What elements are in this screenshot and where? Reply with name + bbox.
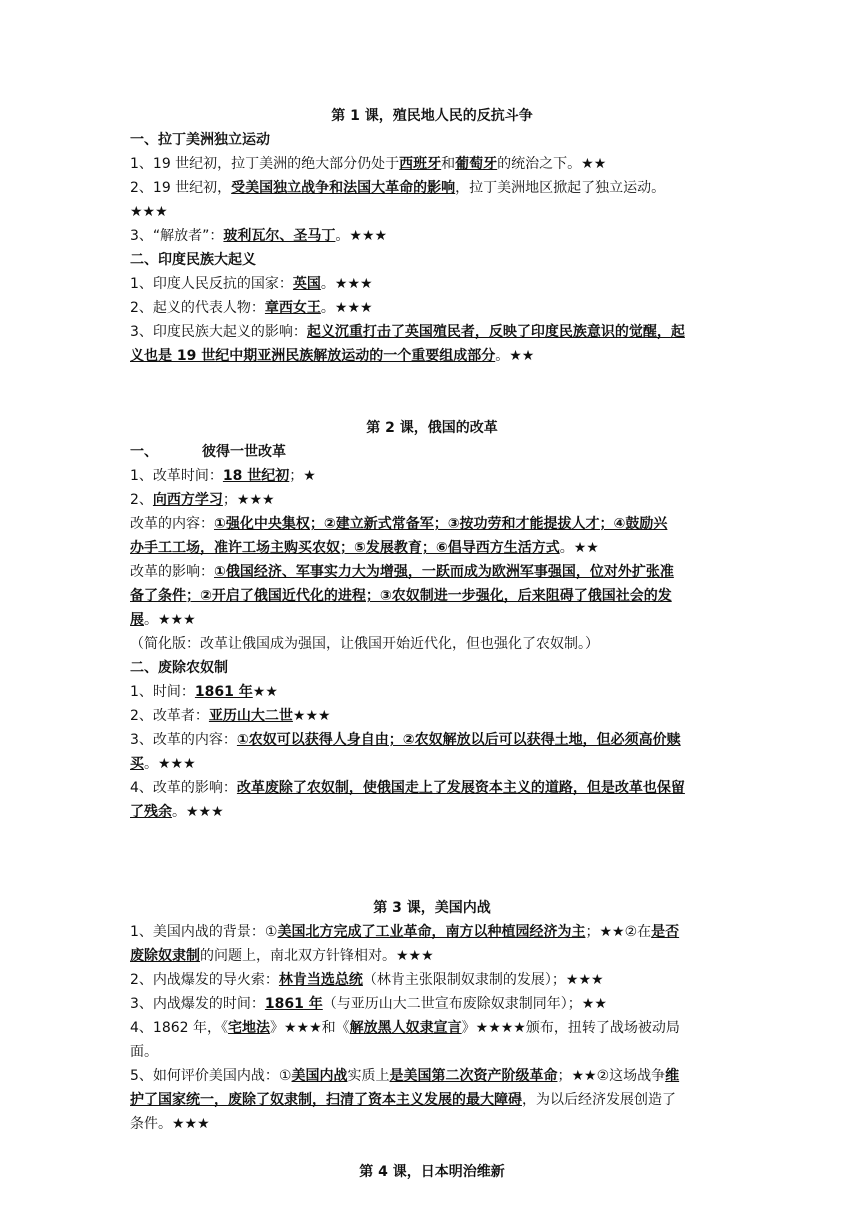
text: 。★★★ [320,276,373,292]
key-term: 起义沉重打击了英国殖民者，反映了印度民族意识的觉醒，起 [306,324,685,340]
key-term: 美国内战 [291,1068,348,1084]
l2-content [130,512,734,536]
text: 》★★★和《 [270,1020,350,1036]
l1-q-2 [130,296,734,320]
l2-simplified: （简化版：改革让俄国成为强国，让俄国开始近代化，但也强化了农奴制。） [130,636,599,652]
text: 1、改革时间： [130,468,223,484]
text: 。★★★ [144,756,196,772]
l1-q-1 [130,272,734,296]
text: ；★★②这场战争 [557,1068,666,1084]
key-term: 废除奴隶制 [130,948,200,964]
l3-item-4 [130,1016,734,1040]
text: 4、改革的影响： [130,780,237,796]
lesson-4-title: 第 4 课，日本明治维新 [359,1164,505,1180]
key-term: 宅地法 [228,1020,270,1036]
key-term: 章西女王 [264,300,321,316]
key-term: 亚历山大二世 [208,708,293,724]
key-term: 办手工工场，准许工场主购买农奴；⑤发展教育；⑥倡导西方生活方式 [130,540,560,556]
l2-q-4-cont [130,800,734,824]
l3-item-1 [130,920,734,944]
text: 2、内战爆发的导火索： [130,972,279,988]
key-term: 英国 [292,276,321,292]
text: 》★★★★颁布，扭转了战场被动局 [461,1020,680,1036]
key-term: 林肯当选总统 [278,972,363,988]
key-term: 玻利瓦尔、圣马丁 [223,228,336,244]
spacer [130,368,734,416]
l1-item-2-stars: ★★★ [130,204,168,220]
l3-item-1-cont [130,944,734,968]
l3-item-4-cont: 面。 [130,1044,158,1060]
text: ★★ [252,684,278,700]
text: 改革的内容： [130,516,214,532]
text: 3、内战爆发的时间： [130,996,265,1012]
lesson-1-title: 第 1 课，殖民地人民的反抗斗争 [331,108,533,124]
key-term: 改革废除了农奴制，使俄国走上了发展资本主义的道路，但是改革也保留 [236,780,685,796]
key-term: 买 [130,756,144,772]
text: 彼得一世改革 [202,444,286,460]
l2-q-3-cont [130,752,734,776]
text: ；★★②在 [585,924,652,940]
l1-item-1 [130,152,734,176]
key-term: 1861 年 [194,684,253,700]
l1-heading-2: 二、印度民族大起义 [130,252,256,268]
text: 2、改革者： [130,708,209,724]
document-page [130,104,734,1184]
text: 改革的影响： [130,564,214,580]
spacer [130,824,734,896]
text: 2、起义的代表人物： [130,300,265,316]
key-term: 了残余 [130,804,172,820]
l2-heading-2: 二、废除农奴制 [130,660,228,676]
text: （林肯主张限制奴隶制的发展）；★★★ [362,972,604,988]
text: ，为以后经济发展创造了 [522,1092,676,1108]
l3-item-3 [130,992,734,1016]
l3-item-5 [130,1064,734,1088]
key-term: 展 [130,612,144,628]
key-term: 受美国独立战争和法国大革命的影响 [231,180,456,196]
l3-item-5-end: 条件。★★★ [130,1116,210,1132]
text: 1、19 世纪初，拉丁美洲的绝大部分仍处于 [130,156,400,172]
l3-item-2 [130,968,734,992]
key-term: 解放黑人奴隶宣言 [349,1020,462,1036]
lesson-2-title: 第 2 课，俄国的改革 [366,420,498,436]
l2-item-1 [130,464,734,488]
l2-q-3 [130,728,734,752]
text: 1、时间： [130,684,195,700]
text: 一、 [130,444,158,460]
text: 的统治之下。★★ [497,156,607,172]
text: 3、改革的内容： [130,732,237,748]
text: 1、印度人民反抗的国家： [130,276,293,292]
l1-item-3 [130,224,734,248]
l2-impact-cont [130,584,734,608]
key-term: 1861 年 [264,996,323,1012]
key-term: ①强化中央集权；②建立新式常备军；③按功劳和才能提拔人才；④鼓励兴 [214,516,668,532]
l1-q-3 [130,320,734,344]
key-term: 美国北方完成了工业革命，南方以种植园经济为主 [277,924,586,940]
key-term: 护了国家统一，废除了奴隶制，扫清了资本主义发展的最大障碍 [130,1092,522,1108]
key-term: 西班牙 [399,156,442,172]
text: 。★★ [495,348,535,364]
text: 。★★★ [172,804,224,820]
l2-heading-1 [130,440,734,464]
text: 。★★ [559,540,599,556]
lesson-3-title: 第 3 课，美国内战 [373,900,491,916]
key-term: 18 世纪初 [222,468,290,484]
l2-q-2 [130,704,734,728]
l3-item-5-cont [130,1088,734,1112]
l1-q-3-cont [130,344,734,368]
text: 2、 [130,492,153,508]
text: 。★★★ [335,228,388,244]
text: 实质上 [347,1068,390,1084]
key-term: 备了条件；②开启了俄国近代化的进程；③农奴制进一步强化，后来阻碍了俄国社会的发 [130,588,672,604]
key-term: 义也是 19 世纪中期亚洲民族解放运动的一个重要组成部分 [130,348,496,364]
text: 。★★★ [144,612,196,628]
text: 3、“解放者”： [130,228,224,244]
l2-q-1 [130,680,734,704]
key-term: ①农奴可以获得人身自由；②农奴解放以后可以获得土地，但必须高价赎 [236,732,681,748]
text: （与亚历山大二世宣布废除奴隶制同年）；★★ [322,996,607,1012]
text: ；★ [289,468,316,484]
l2-content-cont [130,536,734,560]
text: ，拉丁美洲地区掀起了独立运动。 [455,180,666,196]
spacer [130,1136,734,1160]
text: 2、19 世纪初， [130,180,232,196]
text: 和 [441,156,456,172]
text: 的问题上，南北双方针锋相对。★★★ [200,948,434,964]
key-term: ①俄国经济、军事实力大为增强，一跃而成为欧洲军事强国，位对外扩张准 [214,564,674,580]
text: 1、美国内战的背景：① [130,924,278,940]
key-term: 葡萄牙 [455,156,498,172]
l2-q-4 [130,776,734,800]
text: 。★★★ [320,300,373,316]
l2-impact [130,560,734,584]
text: ；★★★ [222,492,275,508]
l2-item-2 [130,488,734,512]
l1-item-2 [130,176,734,200]
key-term: 维 [665,1068,680,1084]
text: 4、1862 年，《 [130,1020,228,1036]
key-term: 是美国第二次资产阶级革命 [389,1068,558,1084]
key-term: 是否 [651,924,680,940]
text: 5、如何评价美国内战：① [130,1068,292,1084]
text: ★★★ [292,708,331,724]
l1-heading-1: 一、拉丁美洲独立运动 [130,132,270,148]
l2-impact-end [130,608,734,632]
key-term: 向西方学习 [152,492,223,508]
text: 3、印度民族大起义的影响： [130,324,307,340]
